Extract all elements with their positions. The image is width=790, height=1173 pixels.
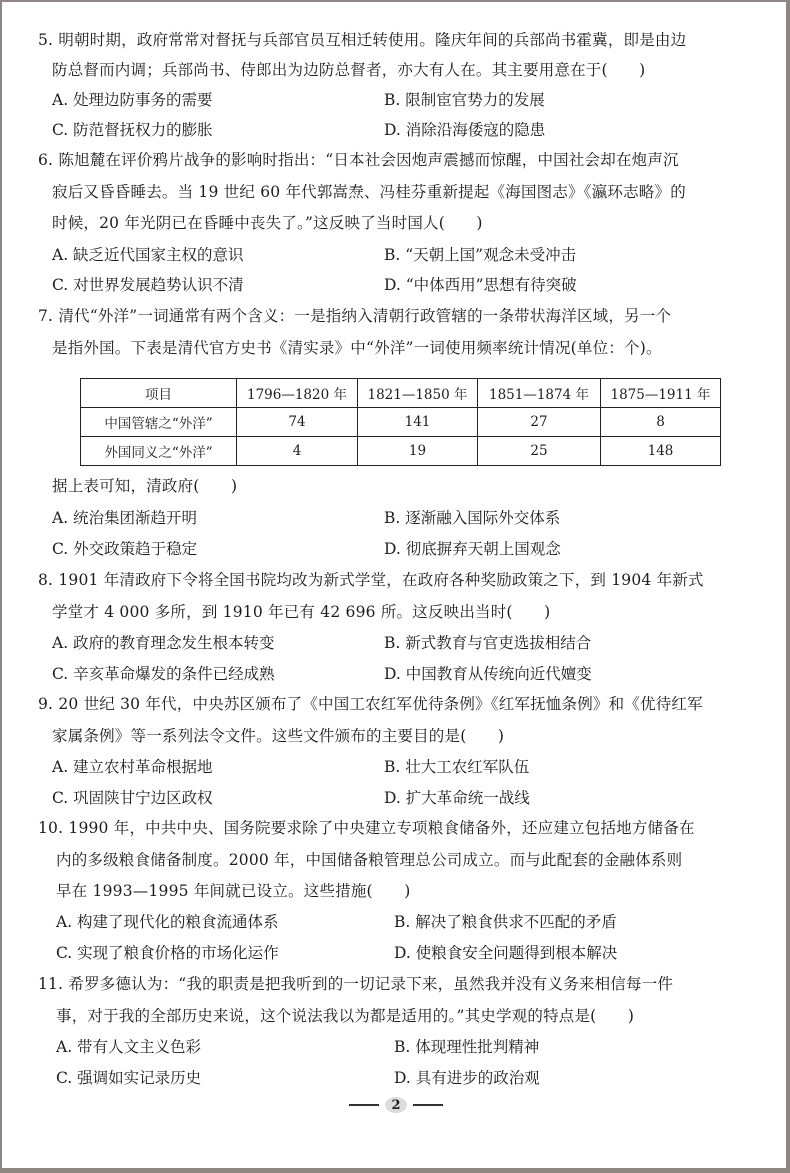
option-a[interactable]: A. 构建了现代化的粮食流通体系: [56, 913, 279, 931]
table-cell: 25: [478, 437, 601, 466]
option-a[interactable]: A. 统治集团渐趋开明: [52, 509, 198, 527]
option-c[interactable]: C. 防范督抚权力的膨胀: [52, 121, 213, 139]
option-a[interactable]: A. 建立农村革命根据地: [52, 758, 213, 776]
table-header-cell: 1821—1850 年: [358, 379, 478, 408]
option-a[interactable]: A. 政府的教育理念发生根本转变: [52, 634, 275, 652]
table-cell: 74: [237, 408, 358, 437]
option-b[interactable]: B. 体现理性批判精神: [394, 1038, 540, 1056]
table-row-label: 外国同义之“外洋”: [81, 437, 237, 466]
option-c[interactable]: C. 外交政策趋于稳定: [52, 540, 198, 558]
question-stem-line: 是指外国。下表是清代官方史书《清实录》中“外洋”一词使用频率统计情况(单位：个)。: [52, 339, 662, 357]
table-header-cell: 1851—1874 年: [478, 379, 601, 408]
option-a[interactable]: A. 带有人文主义色彩: [56, 1038, 202, 1056]
question-stem-line: 防总督而内调；兵部尚书、侍郎出为边防总督者，亦大有人在。其主要用意在于( ): [52, 61, 646, 79]
table-cell: 141: [358, 408, 478, 437]
option-b[interactable]: B. “天朝上国”观念未受冲击: [384, 246, 577, 264]
option-d[interactable]: D. 使粮食安全问题得到根本解决: [394, 944, 618, 962]
table-cell: 148: [601, 437, 721, 466]
option-c[interactable]: C. 实现了粮食价格的市场化运作: [56, 944, 279, 962]
option-c[interactable]: C. 巩固陕甘宁边区政权: [52, 789, 213, 807]
question-stem-line: 家属条例》等一系列法令文件。这些文件颁布的主要目的是( ): [52, 727, 505, 745]
table-cell: 4: [237, 437, 358, 466]
divider: [413, 1104, 443, 1106]
page-number-footer: [336, 1094, 456, 1116]
option-d[interactable]: D. 消除沿海倭寇的隐患: [384, 121, 546, 139]
question-stem-line: 8. 1901 年清政府下令将全国书院均改为新式学堂，在政府各种奖励政策之下，到 1904 年新式: [38, 571, 704, 589]
question-stem-line: 据上表可知，清政府( ): [52, 477, 238, 495]
question-stem-line: 6. 陈旭麓在评价鸦片战争的影响时指出：“日本社会因炮声震撼而惊醒，中国社会却在炮声沉: [38, 151, 679, 169]
option-d[interactable]: D. 中国教育从传统向近代嬗变: [384, 665, 592, 683]
table-cell: 27: [478, 408, 601, 437]
page-number: 2: [385, 1097, 407, 1113]
option-d[interactable]: D. 彻底摒弃天朝上国观念: [384, 540, 561, 558]
question-stem-line: 时候，20 年光阴已在昏睡中丧失了。”这反映了当时国人( ): [52, 214, 483, 232]
question-stem-line: 11. 希罗多德认为：“我的职责是把我听到的一切记录下来，虽然我并没有义务来相信每一件: [38, 975, 674, 993]
question-stem-line: 寂后又昏昏睡去。当 19 世纪 60 年代郭嵩焘、冯桂芬重新提起《海国图志》《瀛环志略》的: [52, 183, 686, 201]
question-stem-line: 9. 20 世纪 30 年代，中央苏区颁布了《中国工农红军优待条例》《红军抚恤条例》和《优待红军: [38, 695, 703, 713]
question-stem-line: 学堂才 4 000 多所，到 1910 年已有 42 696 所。这反映出当时( ): [52, 603, 551, 621]
option-b[interactable]: B. 壮大工农红军队伍: [384, 758, 530, 776]
option-b[interactable]: B. 新式教育与官吏选拔相结合: [384, 634, 592, 652]
table-row-label: 中国管辖之“外洋”: [81, 408, 237, 437]
option-b[interactable]: B. 解决了粮食供求不匹配的矛盾: [394, 913, 617, 931]
table-row: [81, 408, 721, 437]
divider: [349, 1104, 379, 1106]
question-stem-line: 5. 明朝时期，政府常常对督抚与兵部官员互相迁转使用。隆庆年间的兵部尚书霍冀，即是由边: [38, 31, 687, 49]
frequency-table: [80, 378, 721, 466]
option-d[interactable]: D. 具有进步的政治观: [394, 1069, 540, 1087]
option-b[interactable]: B. 限制宦官势力的发展: [384, 91, 545, 109]
option-a[interactable]: A. 缺乏近代国家主权的意识: [52, 246, 244, 264]
table-header-cell: 项目: [81, 379, 237, 408]
question-stem-line: 10. 1990 年，中共中央、国务院要求除了中央建立专项粮食储备外，还应建立包括地方储备在: [38, 819, 695, 837]
question-stem-line: 7. 清代“外洋”一词通常有两个含义：一是指纳入清朝行政管辖的一条带状海洋区域，另一个: [38, 307, 672, 325]
table-header-cell: 1796—1820 年: [237, 379, 358, 408]
table-header-row: [81, 379, 721, 408]
option-c[interactable]: C. 辛亥革命爆发的条件已经成熟: [52, 665, 275, 683]
option-c[interactable]: C. 强调如实记录历史: [56, 1069, 202, 1087]
question-stem-line: 早在 1993—1995 年间就已设立。这些措施( ): [56, 882, 411, 900]
table-cell: 8: [601, 408, 721, 437]
option-b[interactable]: B. 逐渐融入国际外交体系: [384, 509, 561, 527]
table-header-cell: 1875—1911 年: [601, 379, 721, 408]
table-cell: 19: [358, 437, 478, 466]
question-stem-line: 内的多级粮食储备制度。2000 年，中国储备粮管理总公司成立。而与此配套的金融体系则: [56, 851, 683, 869]
option-d[interactable]: D. 扩大革命统一战线: [384, 789, 530, 807]
exam-page: [2, 2, 786, 1168]
table-row: [81, 437, 721, 466]
option-d[interactable]: D. “中体西用”思想有待突破: [384, 276, 577, 294]
question-stem-line: 事，对于我的全部历史来说，这个说法我以为都是适用的。”其史学观的特点是( ): [56, 1007, 635, 1025]
option-c[interactable]: C. 对世界发展趋势认识不清: [52, 276, 244, 294]
option-a[interactable]: A. 处理边防事务的需要: [52, 91, 213, 109]
